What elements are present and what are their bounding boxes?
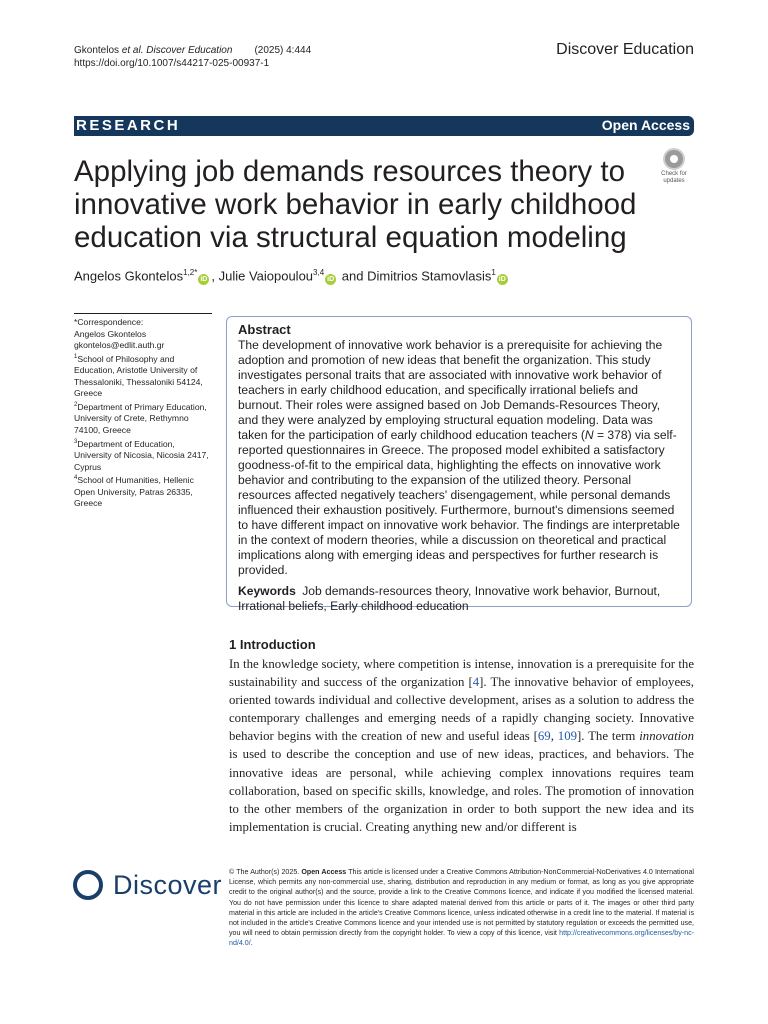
citation-link[interactable]: 69: [537, 729, 551, 744]
emphasis-term: innovation: [639, 729, 694, 744]
check-updates-line2: updates: [663, 178, 685, 184]
header-year-volume: (2025) 4:444: [254, 45, 312, 56]
check-updates-icon: [663, 148, 685, 170]
affiliation: [74, 437, 212, 474]
header-author: Gkontelos: [74, 45, 122, 56]
affiliation-text: Department of Primary Education, University of Crete, Rethymno 74100, Greece: [74, 401, 207, 436]
author-separator: and: [338, 268, 368, 284]
affiliation: [74, 352, 212, 400]
orcid-icon[interactable]: iD: [327, 276, 335, 284]
affiliation: [74, 473, 212, 510]
check-updates-line1: Check for: [661, 171, 687, 177]
affiliation-sup: 1: [74, 353, 78, 360]
doi-link[interactable]: https://doi.org/10.1007/s44217-025-00937-1: [74, 58, 270, 69]
license-statement: © The Author(s) 2025. Open Access This article is licensed under a Creative Commons Attribution-NonCommercial-NoDerivatives 4.0 International License, which permits any non-commercial use, sharing, distribution and reproduction in any medium or format, as long as you give appropriate credit to the original author(s) and the source, provide a link to the Creative Commons licence, and indicate if you modified the licensed material. You do not have permission under this licence to share adapted material derived from this article or parts of it. The images or other third party material in this article are included in the article's Creative Commons licence, unless indicated otherwise in a credit line to the material. If material is not included in the article's Creative Commons licence and your intended use is not permitted by statutory regulation or exceeds the permitted use, you will need to obtain permission directly from the copyright holder. To view a copy of this licence, visit http://creativecommons.org/licenses/by-nc-nd/4.0/.: [229, 868, 694, 948]
open-access-footer-label: Open Access: [301, 868, 347, 876]
header-et-al: et al.: [121, 45, 144, 56]
author-name[interactable]: Julie Vaiopoulou: [218, 268, 314, 284]
abstract-text: The development of innovative work behavior is a prerequisite for achieving the adoption and promotion of new ideas that benefit the organization. This study investigates personal traits that are associated with innovative work behavior of teachers in early childhood education, and specifically irrational beliefs and burnout. Their roles were assigned based on Job Demands-Resources Theory, and they were analyzed by employing structural equation modeling. Data was taken for the participation of early childhood education teachers (N = 378) via self-reported questionnaires in Greece. The proposed model exhibited a satisfactory goodness-of-fit to the empirical data, highlighting the effects on innovative work behavior and contributing to the expansion of the utilized theory. Personal resources affected negatively teachers' disengagement, while personal demands influenced their exhaustion positively. Furthermore, burnout's dimensions seemed to have different impact on innovative work behavior. The findings are interpretable in the context of modern theories, while a discussion on theoretical and practical implications along with emerging ideas and perspectives for further research is provided.: [238, 338, 680, 577]
correspondence-email[interactable]: gkontelos@edlit.auth.gr: [74, 340, 165, 351]
keywords-label: Keywords: [238, 584, 296, 598]
citation-link[interactable]: 109: [557, 729, 577, 744]
discover-logo-icon: [73, 870, 103, 900]
author-separator: ,: [211, 268, 219, 284]
author-list: [74, 268, 510, 285]
abstract-box: [226, 316, 692, 613]
correspondence-label: *Correspondence:: [74, 317, 144, 327]
introduction-paragraph: In the knowledge society, where competition is intense, innovation is a prerequisite for the sustainability and success of the organization [4]. The innovative behavior of employees, oriented towards individual and collective development, arises as a solution to address the contemporary challenges and emerging needs of a rapidly changing society. Innovative behavior begins with the creation of new and useful ideas [69, 109]. The term innovation is used to describe the conception and use of new ideas, practices, and behaviors. The innovative ideas are personal, while achieving complex innovations requires team collaboration, based on specific skills, knowledge, and roles. The promotion of innovation to the other members of the organization in order to both support the new idea and its implementation is crucial. Creating anything new and/or different is: [229, 657, 694, 834]
check-for-updates-badge[interactable]: [655, 148, 693, 186]
journal-name: Discover Education: [556, 41, 694, 58]
abstract-heading: Abstract: [238, 322, 291, 337]
affiliation-text: Department of Education, University of Nicosia, Nicosia 2417, Cyprus: [74, 438, 209, 472]
author-affiliation-sup: 1: [491, 268, 496, 277]
open-access-label: Open Access: [601, 117, 690, 133]
running-header: [74, 44, 311, 70]
affiliation: [74, 400, 212, 437]
affiliation-sup: 3: [74, 438, 78, 445]
article-type-label: RESEARCH: [76, 117, 181, 134]
citation-link[interactable]: 4: [472, 675, 480, 690]
license-url-link[interactable]: http://creativecommons.org/licenses/by-nc-nd/4.0/: [229, 929, 694, 948]
author-name[interactable]: Dimitrios Stamovlasis: [367, 268, 492, 284]
affiliation-sup: 4: [74, 475, 78, 482]
orcid-icon[interactable]: iD: [200, 276, 208, 284]
affiliation-text: School of Philosophy and Education, Aristotle University of Thessaloniki, Thessaloniki 54124, Greece: [74, 353, 203, 399]
author-name[interactable]: Angelos Gkontelos: [74, 268, 184, 284]
discover-logo: [73, 866, 223, 908]
sample-size-variable: N: [584, 428, 594, 442]
author-affiliation-sup: 3,4: [313, 268, 325, 277]
orcid-icon[interactable]: iD: [498, 276, 506, 284]
keywords: [238, 584, 681, 614]
header-journal: Discover Education: [143, 45, 233, 56]
discover-logo-text: Discover: [113, 870, 223, 900]
article-title: Applying job demands resources theory to innovative work behavior in early childhood education via structural equation modeling: [74, 155, 637, 254]
keywords-list: Job demands-resources theory, Innovative work behavior, Burnout, Irrational beliefs, Early childhood education: [238, 584, 661, 613]
correspondence-name: Angelos Gkontelos: [74, 328, 147, 339]
affiliation-text: School of Humanities, Hellenic Open University, Patras 26335, Greece: [74, 475, 194, 509]
correspondence-sidebar: [74, 313, 212, 510]
author-affiliation-sup: 1,2*: [183, 268, 198, 277]
affiliation-sup: 2: [74, 402, 78, 409]
section-heading-introduction: 1 Introduction: [229, 637, 316, 652]
article-type-banner: [74, 116, 694, 136]
